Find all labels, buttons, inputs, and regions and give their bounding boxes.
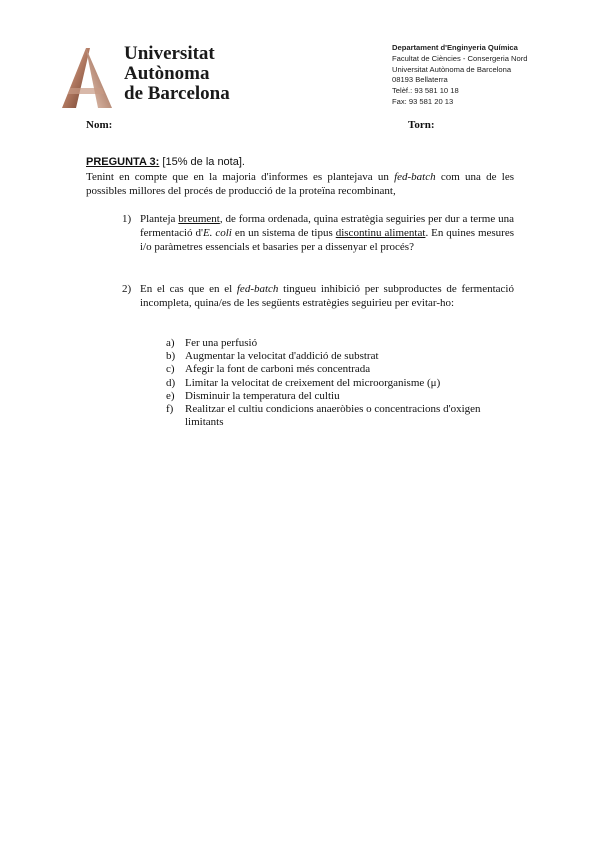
name-label: Nom:: [86, 119, 113, 131]
option-b: [166, 350, 516, 363]
phone-line: Telèf.: 93 581 10 18: [392, 86, 459, 96]
option-letter: a): [166, 337, 175, 349]
item-2-fedbatch: fed-batch: [236, 283, 279, 295]
item-1-breument: breument: [178, 213, 220, 225]
item-number: 1): [122, 213, 132, 225]
question-item-1: [122, 212, 514, 254]
item-1-text-3: en un sistema de tipus: [231, 227, 336, 239]
shift-label: Torn:: [408, 119, 435, 131]
question-header: [86, 156, 245, 168]
option-e: [166, 390, 516, 403]
item-2-text-1: En el cas que en el: [140, 283, 237, 295]
question-item-2: [122, 282, 514, 310]
question-title: PREGUNTA 3:: [86, 156, 160, 168]
question-intro: [86, 170, 514, 198]
option-letter: e): [166, 389, 175, 402]
logo-line-1: Universitat: [124, 43, 215, 64]
option-letter: b): [166, 350, 176, 363]
city-line: 08193 Bellaterra: [392, 75, 448, 85]
university-logo: [56, 43, 230, 114]
university-line: Universitat Autònoma de Barcelona: [392, 64, 512, 74]
department-name: Departament d'Enginyeria Química: [392, 43, 518, 52]
logo-line-3: de Barcelona: [124, 83, 230, 104]
item-1-text-2: , de forma ordenada, quina estratègia seguiries per dur a terme una fermentació d': [140, 213, 514, 239]
option-text: Fer una perfusió: [185, 337, 258, 349]
faculty-line: Facultat de Ciències - Consergeria Nord: [392, 53, 528, 63]
option-text: Disminuir la temperatura del cultiu: [185, 389, 340, 402]
options-list: [166, 337, 516, 429]
option-text: Afegir la font de carboni més concentrada: [185, 363, 371, 376]
question-weight: [15% de la nota].: [159, 156, 245, 168]
intro-text-b: com una de les possibles millores del procés de producció de la proteïna recombinant,: [86, 171, 514, 197]
intro-fedbatch: fed-batch: [394, 171, 436, 183]
intro-text-a: Tenint en compte que en la majoria d'informes es plantejava un: [86, 171, 395, 183]
department-address: [392, 43, 527, 108]
item-number: 2): [122, 283, 132, 295]
option-text: Augmentar la velocitat d'addició de substrat: [185, 350, 379, 363]
fax-line: Fax: 93 581 20 13: [392, 96, 454, 106]
option-text: Limitar la velocitat de creixement del microorganisme (μ): [185, 376, 441, 389]
option-letter: d): [166, 376, 176, 389]
item-1-ecoli: E. coli: [202, 227, 232, 239]
option-c: [166, 363, 516, 376]
item-1-text-1: Planteja: [140, 213, 179, 225]
option-a: [166, 337, 516, 350]
option-d: [166, 377, 516, 390]
option-f: [166, 403, 516, 429]
item-1-discontinu: discontinu alimentat: [335, 227, 426, 239]
logo-line-2: Autònoma: [124, 63, 210, 84]
item-1-text-4: . En quines mesures i/o paràmetres essencials et basaries per a dissenyar el procés?: [140, 227, 515, 253]
item-2-text-2: tingueu inhibició per subproductes de fermentació incompleta, quina/es de les següents estratègies seguirieu per evitar-ho:: [140, 283, 514, 309]
option-text: Realitzar el cultiu condicions anaeròbies o concentracions d'oxigen limitants: [185, 403, 481, 429]
uab-logo-mark-icon: [56, 44, 118, 110]
option-letter: c): [166, 363, 175, 376]
option-letter: f): [166, 403, 174, 416]
